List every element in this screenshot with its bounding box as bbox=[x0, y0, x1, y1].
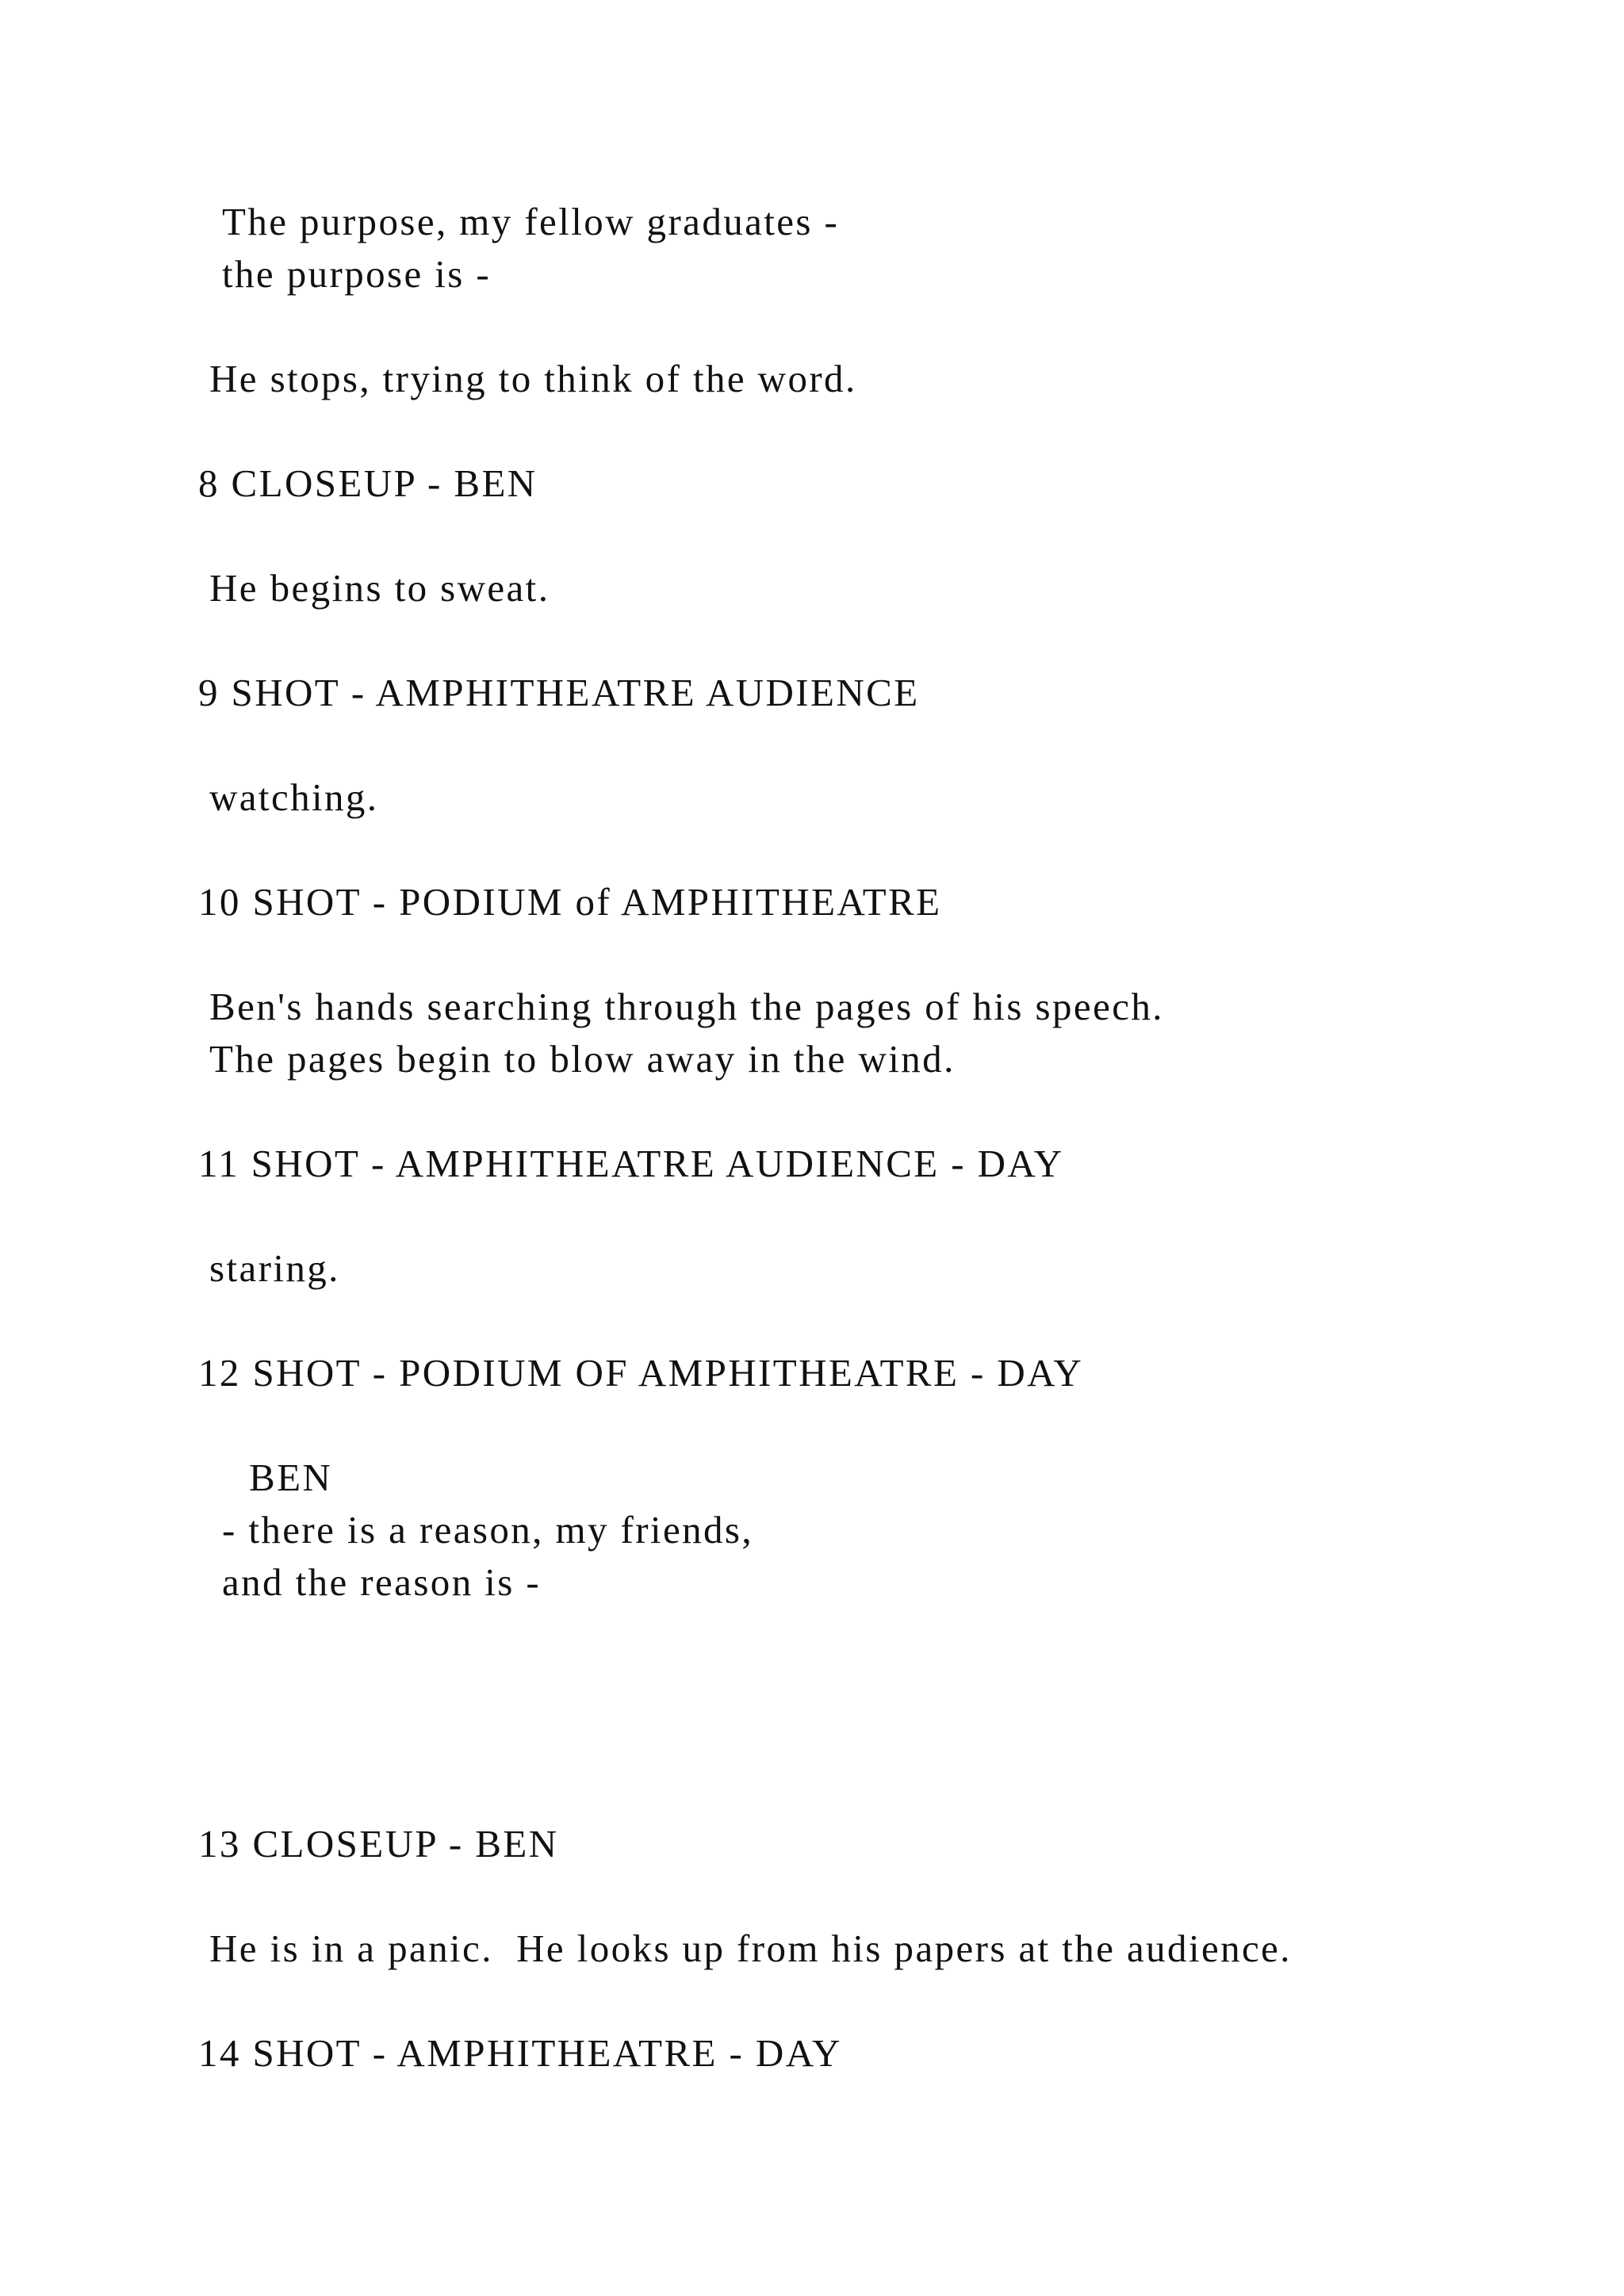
action-line: He is in a panic. He looks up from his papers at the audience. bbox=[209, 1927, 1292, 1970]
action-line: Ben's hands searching through the pages of his speech. bbox=[209, 985, 1164, 1028]
dialogue-line: - there is a reason, my friends, bbox=[222, 1508, 754, 1552]
action-line: watching. bbox=[209, 775, 379, 819]
scene-heading: 8 CLOSEUP - BEN bbox=[198, 461, 538, 505]
dialogue-line: the purpose is - bbox=[222, 252, 492, 296]
scene-heading: 12 SHOT - PODIUM OF AMPHITHEATRE - DAY bbox=[198, 1351, 1084, 1395]
action-line: The pages begin to blow away in the wind. bbox=[209, 1037, 956, 1081]
scene-heading: 14 SHOT - AMPHITHEATRE - DAY bbox=[198, 2031, 842, 2075]
action-line: He begins to sweat. bbox=[209, 566, 550, 610]
dialogue-line: The purpose, my fellow graduates - bbox=[222, 200, 840, 243]
action-line: He stops, trying to think of the word. bbox=[209, 357, 857, 400]
action-line: staring. bbox=[209, 1246, 340, 1290]
dialogue-line: and the reason is - bbox=[222, 1560, 542, 1604]
scene-heading: 9 SHOT - AMPHITHEATRE AUDIENCE bbox=[198, 671, 920, 714]
character-name: BEN bbox=[249, 1456, 333, 1499]
scene-heading: 13 CLOSEUP - BEN bbox=[198, 1822, 559, 1866]
scene-heading: 11 SHOT - AMPHITHEATRE AUDIENCE - DAY bbox=[198, 1142, 1064, 1185]
scene-heading: 10 SHOT - PODIUM of AMPHITHEATRE bbox=[198, 880, 942, 924]
